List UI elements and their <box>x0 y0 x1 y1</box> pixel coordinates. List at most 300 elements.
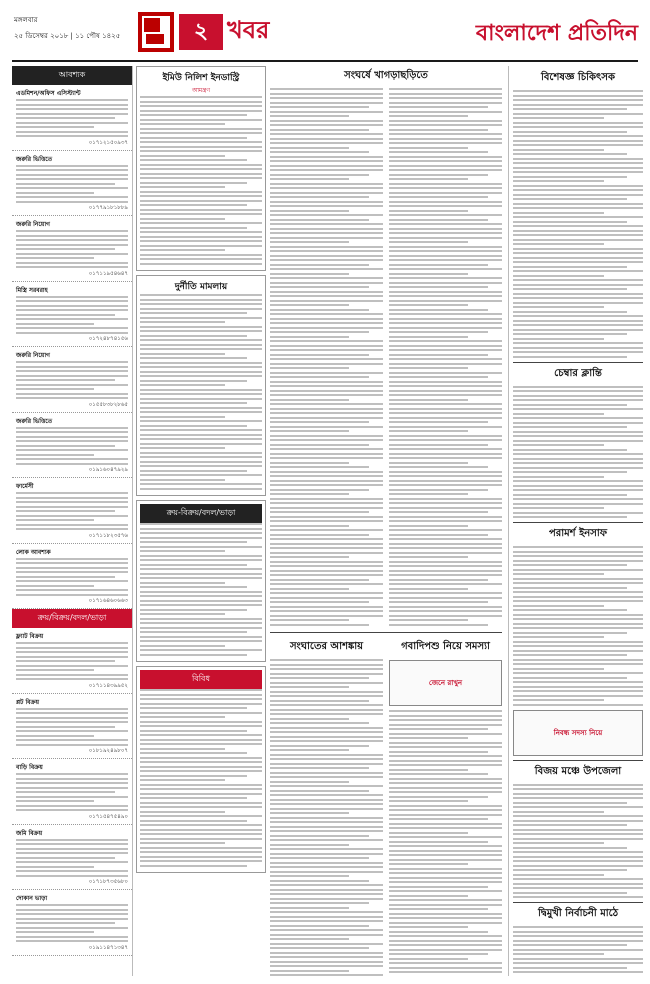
text-line <box>513 896 643 898</box>
text-line <box>16 647 128 649</box>
text-line <box>513 788 643 790</box>
text-line <box>270 664 383 666</box>
right-info-box <box>513 710 643 756</box>
text-line <box>513 194 643 196</box>
right-headline-2: চেম্বার ক্লান্তি <box>513 362 643 383</box>
text-line <box>389 498 502 500</box>
classified-title: প্লট বিক্রয় <box>16 698 40 706</box>
text-line <box>513 677 627 679</box>
text-line <box>389 484 502 486</box>
text-line <box>513 288 627 290</box>
text-line <box>140 550 225 552</box>
text-line <box>16 196 128 198</box>
text-line <box>513 815 643 817</box>
right-story-1 <box>513 90 643 358</box>
text-line <box>389 610 502 612</box>
notice-subtitle: আমন্ত্রণ <box>191 87 211 94</box>
text-line <box>140 689 262 691</box>
text-line <box>140 105 262 107</box>
text-line <box>389 724 502 726</box>
text-line <box>513 293 643 295</box>
text-line <box>513 623 643 625</box>
misc-header: বিবিধ <box>140 670 262 689</box>
text-line <box>389 399 468 401</box>
text-line <box>270 570 383 572</box>
text-line <box>16 922 115 924</box>
classified-body <box>16 165 128 203</box>
text-line <box>270 619 349 621</box>
text-line <box>270 412 383 414</box>
classified-phone: ০১৭১১৮২৩৫৭৬ <box>88 532 128 539</box>
text-line <box>140 815 262 817</box>
text-line <box>270 475 383 477</box>
text-line <box>270 529 383 531</box>
text-line <box>513 811 604 813</box>
text-line <box>270 799 383 801</box>
text-line <box>16 165 128 167</box>
text-line <box>513 690 643 692</box>
text-line <box>140 856 262 858</box>
text-line <box>16 927 128 929</box>
text-line <box>140 775 247 777</box>
headline-2: সংঘাতের আশঙ্কায় <box>289 641 364 652</box>
text-line <box>140 546 262 548</box>
text-line <box>513 672 643 674</box>
text-line <box>16 99 128 101</box>
text-line <box>389 304 468 306</box>
text-line <box>140 640 262 642</box>
text-line <box>389 448 502 450</box>
text-line <box>16 257 94 259</box>
classified-phone: ০১৭১৬৪৬০৬৬৩ <box>88 598 128 604</box>
text-line <box>389 268 502 270</box>
text-line <box>389 165 502 167</box>
text-line <box>270 974 383 976</box>
text-line <box>270 133 383 135</box>
text-line <box>389 232 502 234</box>
text-line <box>270 381 383 383</box>
text-line <box>389 372 502 374</box>
text-line <box>513 243 604 245</box>
text-line <box>270 498 383 500</box>
text-line <box>513 140 643 142</box>
text-line <box>389 403 502 405</box>
text-line <box>389 976 488 977</box>
text-line <box>513 802 627 804</box>
text-line <box>513 618 643 620</box>
text-line <box>513 569 643 571</box>
text-line <box>140 766 262 768</box>
text-line <box>389 277 502 279</box>
text-line <box>140 177 262 179</box>
text-line <box>16 515 128 517</box>
right-headline-4: বিজয় মঞ্চে উপজেলা <box>513 760 643 781</box>
text-line <box>16 787 128 789</box>
right-story-5 <box>513 926 643 976</box>
text-line <box>140 231 262 233</box>
classifieds-list <box>12 85 132 609</box>
text-line <box>270 313 383 315</box>
text-line <box>16 323 94 325</box>
text-line <box>270 785 383 787</box>
text-line <box>270 552 383 554</box>
text-line <box>270 929 383 931</box>
text-line <box>270 403 383 405</box>
text-line <box>270 767 369 769</box>
text-line <box>16 708 128 710</box>
text-line <box>513 435 643 437</box>
text-line <box>513 976 643 977</box>
text-line <box>140 600 262 602</box>
text-line <box>389 345 502 347</box>
text-line <box>389 805 502 807</box>
text-line <box>389 381 502 383</box>
buy-sell-box <box>136 500 266 662</box>
text-line <box>140 114 247 116</box>
classified-title: মিস্ত্রি সরবরাহ <box>16 286 48 294</box>
info-box-caption: জেনে রাখুন <box>428 679 463 687</box>
text-line <box>513 471 627 473</box>
text-line <box>140 353 225 355</box>
text-line <box>140 649 262 651</box>
text-line <box>270 934 383 936</box>
text-line <box>513 95 643 97</box>
text-line <box>270 174 369 176</box>
text-line <box>270 907 349 909</box>
text-line <box>140 227 247 229</box>
text-line <box>140 384 225 386</box>
text-line <box>513 126 643 128</box>
text-line <box>513 144 643 146</box>
text-line <box>16 131 128 133</box>
text-line <box>270 565 383 567</box>
text-line <box>140 443 262 445</box>
text-line <box>389 890 502 892</box>
text-line <box>140 213 262 215</box>
text-line <box>16 571 128 573</box>
text-line <box>16 458 128 460</box>
text-line <box>16 594 128 596</box>
text-line <box>389 493 468 495</box>
text-line <box>389 944 502 946</box>
classified-ad <box>12 478 132 544</box>
text-line <box>140 573 262 575</box>
text-line <box>389 282 502 284</box>
text-line <box>140 559 262 561</box>
text-line <box>513 395 643 397</box>
text-line <box>513 413 604 415</box>
text-line <box>140 146 262 148</box>
text-line <box>16 235 128 237</box>
text-line <box>140 420 262 422</box>
text-line <box>270 507 383 509</box>
text-line <box>270 480 383 482</box>
section-title: খবর <box>227 16 270 44</box>
classifieds-column <box>12 66 133 976</box>
classifieds-list-2 <box>12 628 132 956</box>
text-line <box>140 398 262 400</box>
text-line <box>389 340 502 342</box>
text-line <box>16 651 128 653</box>
text-line <box>513 659 643 661</box>
text-line <box>16 506 128 508</box>
text-line <box>140 447 225 449</box>
masthead-date: ২৫ ডিসেম্বর ২০১৮ | ১১ পৌষ ১৪২৫ <box>14 32 121 40</box>
text-line <box>389 354 488 356</box>
text-line <box>140 523 262 525</box>
text-line <box>389 836 502 838</box>
corruption-case-box <box>136 275 266 496</box>
right-info-caption: নিবন্ধ সদস্য নিয়ে <box>553 728 603 737</box>
text-line <box>513 686 643 688</box>
text-line <box>513 203 643 205</box>
text-line <box>513 275 604 277</box>
text-line <box>16 839 128 841</box>
text-line <box>16 589 128 591</box>
text-line <box>389 863 468 865</box>
text-line <box>389 579 488 581</box>
text-line <box>513 449 627 451</box>
story-3-body <box>389 710 502 976</box>
text-line <box>513 833 643 835</box>
text-line <box>513 189 643 191</box>
text-line <box>513 591 643 593</box>
classified-title: লোক আবশ্যক <box>16 548 51 556</box>
text-line <box>513 122 643 124</box>
text-line <box>270 772 383 774</box>
text-line <box>270 304 349 306</box>
text-line <box>513 180 604 182</box>
text-line <box>513 935 643 937</box>
text-line <box>270 677 369 679</box>
text-line <box>270 700 369 702</box>
text-line <box>140 761 262 763</box>
text-line <box>513 824 627 826</box>
text-line <box>513 261 643 263</box>
text-line <box>270 354 369 356</box>
text-line <box>16 201 128 203</box>
text-line <box>140 186 225 188</box>
text-line <box>140 833 262 835</box>
text-line <box>270 448 383 450</box>
text-line <box>270 925 369 927</box>
text-line <box>513 230 643 232</box>
text-line <box>513 654 627 656</box>
text-line <box>270 682 383 684</box>
classified-phone: ০১৯১১৪৭১৩৪৭ <box>88 944 128 951</box>
text-line <box>389 228 502 230</box>
text-line <box>389 439 502 441</box>
text-line <box>389 300 502 302</box>
text-line <box>389 430 468 432</box>
text-line <box>16 117 115 119</box>
text-line <box>389 940 502 942</box>
text-line <box>389 751 488 753</box>
text-line <box>513 512 643 514</box>
text-line <box>513 820 643 822</box>
text-line <box>16 366 128 368</box>
text-line <box>270 956 383 958</box>
text-line <box>389 358 502 360</box>
text-line <box>270 453 383 455</box>
text-line <box>140 375 262 377</box>
text-line <box>389 904 502 906</box>
text-line <box>513 516 627 518</box>
text-line <box>270 120 383 122</box>
text-line <box>513 239 643 241</box>
text-line <box>389 133 502 135</box>
right-story-4 <box>513 784 643 899</box>
text-line <box>140 294 262 296</box>
text-line <box>513 453 643 455</box>
text-line <box>513 636 604 638</box>
text-line <box>270 606 383 608</box>
text-line <box>389 147 468 149</box>
text-line <box>389 120 502 122</box>
classified-ad <box>12 694 132 760</box>
text-line <box>389 237 502 239</box>
classifieds-header-2: ক্রয়/বিক্রয়/বদল/ভাড়া <box>12 609 132 628</box>
text-line <box>389 255 502 257</box>
text-line <box>16 739 128 741</box>
text-line <box>389 246 502 248</box>
text-line <box>513 176 627 178</box>
text-line <box>270 686 349 688</box>
text-line <box>270 880 369 882</box>
text-line <box>270 938 349 940</box>
text-line <box>140 703 262 705</box>
text-line <box>270 556 349 558</box>
text-line <box>140 303 262 305</box>
text-line <box>140 622 262 624</box>
text-line <box>389 877 502 879</box>
text-line <box>513 431 643 433</box>
text-line <box>140 339 262 341</box>
text-line <box>270 363 383 365</box>
text-line <box>140 204 247 206</box>
text-line <box>270 893 383 895</box>
text-line <box>389 336 468 338</box>
text-line <box>140 393 262 395</box>
text-line <box>270 943 383 945</box>
text-line <box>389 583 502 585</box>
text-line <box>389 264 488 266</box>
misc-body <box>140 689 262 867</box>
text-line <box>389 615 502 617</box>
text-line <box>16 791 115 793</box>
text-line <box>389 151 488 153</box>
text-line <box>270 668 383 670</box>
text-line <box>270 808 383 810</box>
text-line <box>389 250 502 252</box>
text-line <box>389 529 502 531</box>
text-line <box>270 246 383 248</box>
classified-body <box>16 904 128 942</box>
text-line <box>270 426 383 428</box>
text-line <box>513 847 627 849</box>
text-line <box>513 342 643 344</box>
text-line <box>140 474 262 476</box>
text-line <box>513 162 643 164</box>
text-line <box>16 904 128 906</box>
text-line <box>140 402 247 404</box>
text-line <box>16 678 128 680</box>
classified-body <box>16 773 128 811</box>
text-line <box>140 743 262 745</box>
text-line <box>389 376 488 378</box>
text-line <box>16 431 128 433</box>
text-line <box>389 102 502 104</box>
text-line <box>140 330 262 332</box>
text-line <box>513 967 627 969</box>
text-line <box>513 117 604 119</box>
text-line <box>140 793 262 795</box>
text-line <box>140 416 225 418</box>
text-line <box>270 93 383 95</box>
classified-phone: ০১৭১২১৫০৯৩৭ <box>88 139 128 146</box>
text-line <box>140 865 247 867</box>
text-line <box>513 498 643 500</box>
text-line <box>513 940 643 942</box>
text-line <box>270 875 349 877</box>
text-line <box>270 385 383 387</box>
right-story-3 <box>513 546 643 706</box>
text-line <box>270 871 383 873</box>
text-line <box>270 178 349 180</box>
classified-title: ফ্ল্যাট বিক্রয় <box>16 633 44 640</box>
text-line <box>389 755 502 757</box>
text-line <box>16 861 128 863</box>
text-line <box>140 164 262 166</box>
text-line <box>270 331 369 333</box>
text-line <box>16 332 128 334</box>
text-line <box>16 384 128 386</box>
text-line <box>16 519 94 521</box>
text-line <box>270 673 383 675</box>
text-line <box>389 787 502 789</box>
classified-title: বাড়ি বিক্রয় <box>16 764 43 771</box>
text-line <box>140 532 262 534</box>
text-line <box>270 349 383 351</box>
text-line <box>270 327 383 329</box>
text-line <box>140 362 262 364</box>
text-line <box>389 511 488 513</box>
classifieds-header: আবশ্যক <box>12 66 132 85</box>
text-line <box>389 169 502 171</box>
text-line <box>389 719 502 721</box>
text-line <box>270 574 383 576</box>
text-line <box>270 736 383 738</box>
text-line <box>270 444 369 446</box>
text-line <box>16 778 128 780</box>
text-line <box>140 407 262 409</box>
classified-ad <box>12 216 132 282</box>
text-line <box>140 150 262 152</box>
text-line <box>16 528 128 530</box>
text-line <box>389 570 502 572</box>
text-line <box>270 106 369 108</box>
text-line <box>389 516 502 518</box>
text-line <box>16 562 128 564</box>
text-line <box>140 254 262 256</box>
text-line <box>513 104 643 106</box>
text-line <box>16 913 128 915</box>
text-line <box>140 541 247 543</box>
text-line <box>389 295 502 297</box>
text-line <box>513 315 643 317</box>
text-line <box>389 142 502 144</box>
text-line <box>16 230 128 232</box>
